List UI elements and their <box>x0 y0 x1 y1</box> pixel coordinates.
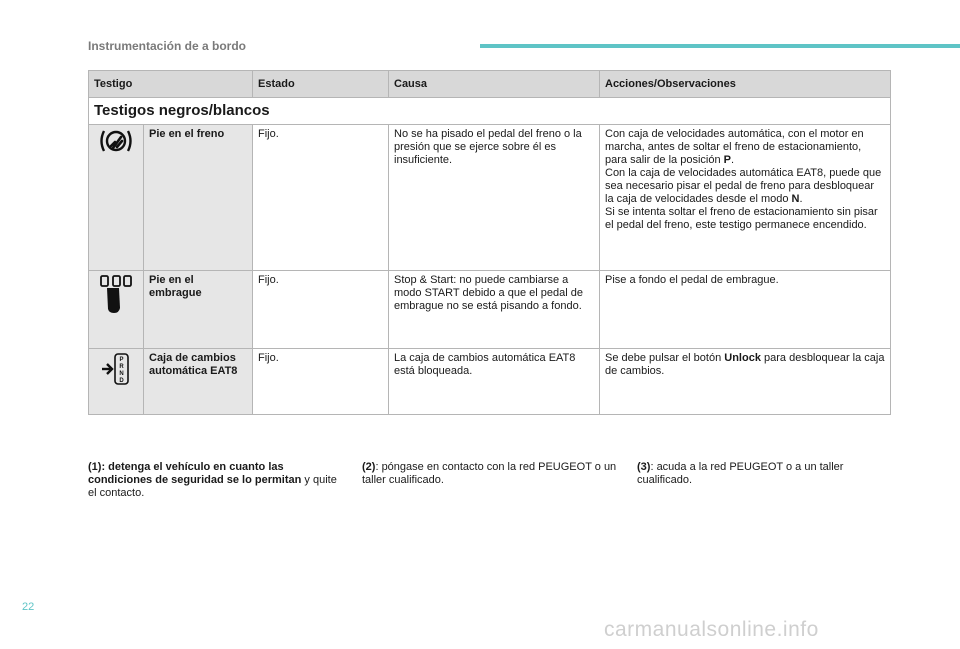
gear-letter: P <box>119 357 124 363</box>
warning-lights-table <box>88 70 891 415</box>
table-header-row <box>89 71 891 98</box>
footnote-text: : póngase en contacto con la red PEUGEOT o un taller cualificado. <box>362 461 617 486</box>
column-header-acciones: Acciones/Observaciones <box>600 71 891 98</box>
footnote-text: : acuda a la red PEUGEOT o a un taller cualificado. <box>637 461 844 486</box>
gear-letter: R <box>119 364 124 370</box>
light-name: Pie en el embrague <box>144 271 253 349</box>
svg-text:PRND <box>119 357 124 384</box>
light-state: Fijo. <box>253 349 389 415</box>
action-text: . <box>799 193 803 205</box>
action-text: Con caja de velocidades automática, con el motor en marcha, antes de soltar el freno de estacionamiento, para salir de la posición <box>605 128 864 166</box>
action-text: para desbloquear la caja de cambios. <box>605 352 885 377</box>
light-action <box>600 349 891 415</box>
gear-letter: N <box>119 371 124 377</box>
table-row <box>89 349 891 415</box>
light-action: Pise a fondo el pedal de embrague. <box>600 271 891 349</box>
group-title: Testigos negros/blancos <box>89 98 891 125</box>
light-cause: Stop & Start: no puede cambiarse a modo START debido a que el pedal de embrague no se está pisando a fondo. <box>389 271 600 349</box>
unlock-button-label: Unlock <box>724 352 761 364</box>
footnote-1 <box>88 461 338 500</box>
footnote-3 <box>637 461 887 487</box>
gear-letter: D <box>119 378 124 384</box>
page-number: 22 <box>22 601 35 613</box>
footnote-text: y quite el contacto. <box>88 474 337 499</box>
watermark: carmanualsonline.info <box>604 618 819 641</box>
footnote-bold: : detenga el vehículo en cuanto las condiciones de seguridad se lo permitan <box>88 461 302 486</box>
table-row <box>89 125 891 271</box>
table-row <box>89 271 891 349</box>
footnote-ref: (1) <box>88 461 102 473</box>
light-action <box>600 125 891 271</box>
gear-position-n: N <box>791 193 800 205</box>
section-title: Instrumentación de a bordo <box>88 39 247 53</box>
action-text: Si se intenta soltar el freno de estacionamiento sin pisar el pedal del freno, este testigo permanece encendido. <box>605 206 878 231</box>
column-header-testigo: Testigo <box>89 71 253 98</box>
footnote-ref: (2) <box>362 461 376 473</box>
footnote-2 <box>362 461 622 487</box>
light-name: Caja de cambios automática EAT8 <box>144 349 253 415</box>
brake-pedal-icon <box>89 125 144 271</box>
light-state: Fijo. <box>253 125 389 271</box>
action-text: . <box>730 154 735 166</box>
light-cause: No se ha pisado el pedal del freno o la presión que se ejerce sobre él es insuficiente. <box>389 125 600 271</box>
gear-position-p: P <box>723 154 731 166</box>
gearbox-lock-icon <box>89 349 144 415</box>
light-name: Pie en el freno <box>144 125 253 271</box>
column-header-causa: Causa <box>389 71 600 98</box>
column-header-estado: Estado <box>253 71 389 98</box>
group-row <box>89 98 891 125</box>
light-state: Fijo. <box>253 271 389 349</box>
action-text: Se debe pulsar el botón <box>605 352 725 364</box>
action-text: Con la caja de velocidades automática EAT8, puede que sea necesario pisar el pedal de freno para desbloquear la caja de velocidades desde el modo <box>605 167 882 205</box>
section-accent-bar <box>480 44 960 48</box>
footnote-ref: (3) <box>637 461 651 473</box>
clutch-pedal-icon <box>89 271 144 349</box>
light-cause: La caja de cambios automática EAT8 está bloqueada. <box>389 349 600 415</box>
